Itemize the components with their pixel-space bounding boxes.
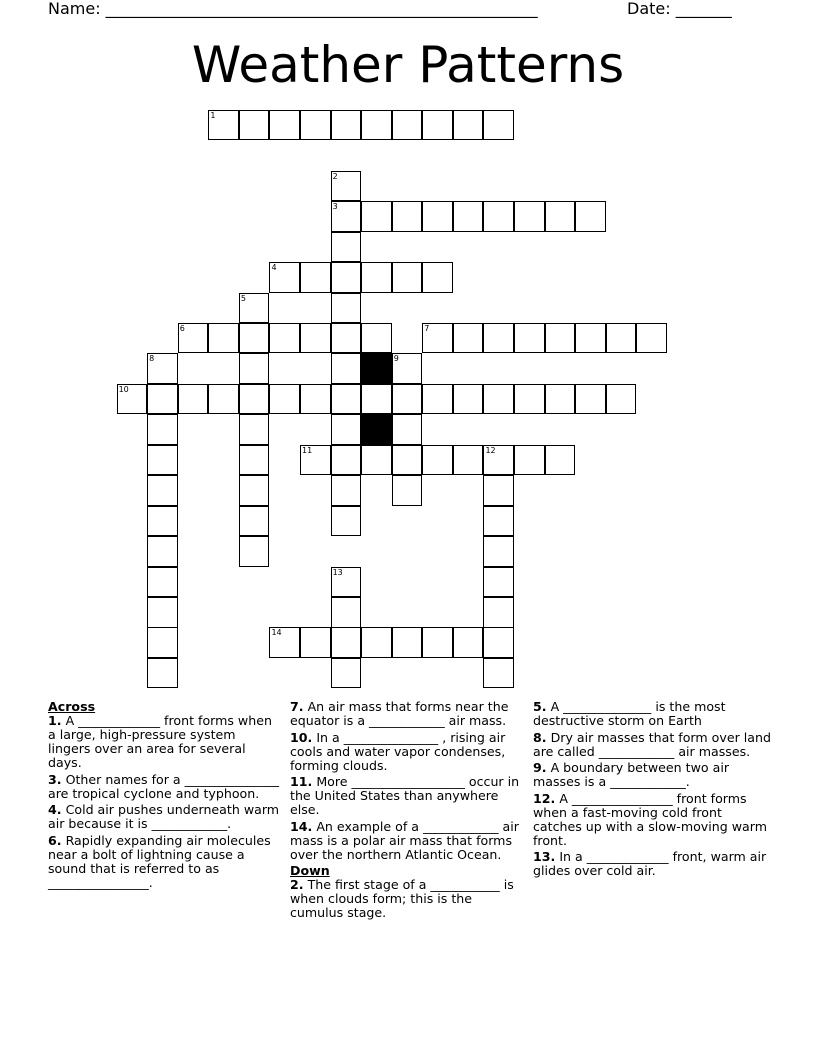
- grid-cell[interactable]: [147, 445, 178, 476]
- clue-number: 10: [118, 384, 129, 394]
- grid-cell[interactable]: [300, 110, 331, 141]
- grid-cell[interactable]: [331, 353, 362, 384]
- clue-item: [48, 773, 280, 801]
- grid-cell[interactable]: [453, 201, 484, 232]
- grid-cell[interactable]: [483, 110, 514, 141]
- grid-cell[interactable]: [483, 323, 514, 354]
- grid-cell[interactable]: [483, 384, 514, 415]
- grid-cell[interactable]: [147, 475, 178, 506]
- clue-item: [533, 850, 773, 878]
- clue-item-number: 6.: [48, 832, 62, 848]
- grid-cell[interactable]: [239, 445, 270, 476]
- clue-item-number: 8.: [533, 729, 547, 745]
- grid-cell[interactable]: [269, 384, 300, 415]
- grid-cell[interactable]: [117, 384, 148, 415]
- grid-cell[interactable]: [269, 323, 300, 354]
- grid-cell[interactable]: [514, 323, 545, 354]
- clue-item-number: 4.: [48, 802, 62, 817]
- grid-cell[interactable]: [545, 445, 576, 476]
- grid-cell[interactable]: [239, 506, 270, 537]
- grid-cell[interactable]: [331, 567, 362, 598]
- grid-cell[interactable]: [422, 110, 453, 141]
- grid-cell[interactable]: [239, 475, 270, 506]
- grid-cell[interactable]: [331, 475, 362, 506]
- grid-cell[interactable]: [331, 171, 362, 202]
- clues-column-3: [533, 700, 773, 881]
- clue-item-text: More __________________ occur in the United States than anywhere else.: [290, 774, 520, 817]
- grid-cell[interactable]: [575, 201, 606, 232]
- grid-cell[interactable]: [483, 506, 514, 537]
- grid-cell[interactable]: [575, 323, 606, 354]
- grid-block-cell: [361, 353, 392, 384]
- across-heading: Across: [48, 699, 96, 714]
- clue-item-number: 7.: [290, 699, 304, 714]
- grid-cell[interactable]: [422, 445, 453, 476]
- clue-item-text: A ________________ front forms when a fast-moving cold front catches up with a slow-moving warm front.: [533, 790, 767, 848]
- grid-cell[interactable]: [239, 414, 270, 445]
- clue-item-text: A boundary between two air masses is a ____________.: [533, 760, 729, 789]
- clues-column-1: [48, 700, 280, 892]
- clue-item: [533, 700, 773, 728]
- clue-number: 3: [332, 202, 338, 212]
- grid-cell[interactable]: [331, 262, 362, 293]
- grid-cell[interactable]: [453, 445, 484, 476]
- clue-item-number: 1.: [48, 713, 62, 728]
- grid-cell[interactable]: [514, 384, 545, 415]
- grid-cell[interactable]: [392, 110, 423, 141]
- clue-item-number: 11.: [290, 774, 313, 789]
- grid-cell[interactable]: [239, 353, 270, 384]
- clue-item-number: 14.: [290, 818, 313, 834]
- clue-item: [290, 775, 522, 817]
- clue-number: 12: [485, 445, 496, 455]
- clue-number: 9: [393, 354, 399, 364]
- grid-cell[interactable]: [239, 536, 270, 567]
- grid-cell[interactable]: [422, 323, 453, 354]
- grid-cell[interactable]: [208, 323, 239, 354]
- grid-cell[interactable]: [575, 384, 606, 415]
- clue-item: [533, 761, 773, 789]
- grid-cell[interactable]: [331, 232, 362, 263]
- grid-cell[interactable]: [147, 658, 178, 689]
- clue-item-text: In a _____________ front, warm air glides over cold air.: [533, 849, 767, 878]
- clue-item-text: Other names for a _______________ are tropical cyclone and typhoon.: [48, 771, 280, 801]
- grid-cell[interactable]: [361, 445, 392, 476]
- grid-cell[interactable]: [545, 323, 576, 354]
- grid-cell[interactable]: [392, 627, 423, 658]
- grid-cell[interactable]: [361, 110, 392, 141]
- grid-cell[interactable]: [331, 201, 362, 232]
- clue-number: 2: [332, 171, 338, 181]
- grid-cell[interactable]: [331, 445, 362, 476]
- grid-cell[interactable]: [392, 414, 423, 445]
- grid-cell[interactable]: [453, 110, 484, 141]
- clue-item-text: An example of a ____________ air mass is a polar air mass that forms over the northern Atlantic Ocean.: [290, 818, 519, 862]
- grid-cell[interactable]: [483, 536, 514, 567]
- grid-cell[interactable]: [147, 384, 178, 415]
- clue-item-number: 3.: [48, 771, 62, 787]
- grid-cell[interactable]: [483, 627, 514, 658]
- grid-cell[interactable]: [483, 567, 514, 598]
- grid-cell[interactable]: [331, 293, 362, 324]
- clue-number: 14: [271, 628, 282, 638]
- grid-cell[interactable]: [422, 384, 453, 415]
- grid-cell[interactable]: [392, 201, 423, 232]
- grid-cell[interactable]: [300, 323, 331, 354]
- clue-item-number: 12.: [533, 790, 556, 806]
- clue-item-number: 9.: [533, 760, 547, 775]
- grid-cell[interactable]: [331, 658, 362, 689]
- grid-cell[interactable]: [147, 414, 178, 445]
- grid-cell[interactable]: [331, 110, 362, 141]
- grid-cell[interactable]: [331, 597, 362, 628]
- clue-number: 4: [271, 263, 277, 273]
- clue-item: [48, 834, 280, 890]
- clue-item-text: Rapidly expanding air molecules near a bolt of lightning cause a sound that is referred to as ________________.: [48, 832, 271, 890]
- grid-cell[interactable]: [147, 567, 178, 598]
- grid-cell[interactable]: [422, 627, 453, 658]
- grid-cell[interactable]: [300, 384, 331, 415]
- grid-cell[interactable]: [331, 384, 362, 415]
- grid-cell[interactable]: [392, 262, 423, 293]
- grid-cell[interactable]: [331, 627, 362, 658]
- grid-cell[interactable]: [453, 627, 484, 658]
- grid-cell[interactable]: [239, 293, 270, 324]
- grid-cell[interactable]: [514, 445, 545, 476]
- clue-item-text: A _____________ front forms when a large, high-pressure system lingers over an area for several days.: [48, 713, 272, 770]
- grid-cell[interactable]: [361, 323, 392, 354]
- down-heading: Down: [290, 863, 330, 878]
- clue-item-text: An air mass that forms near the equator is a ____________ air mass.: [290, 699, 509, 728]
- grid-cell[interactable]: [545, 384, 576, 415]
- grid-cell[interactable]: [300, 445, 331, 476]
- grid-cell[interactable]: [514, 201, 545, 232]
- clue-item-text: A ______________ is the most destructive storm on Earth: [533, 699, 726, 728]
- grid-cell[interactable]: [483, 658, 514, 689]
- grid-cell[interactable]: [147, 353, 178, 384]
- clue-item-text: In a _______________ , rising air cools and water vapor condenses, forming clouds.: [290, 729, 506, 773]
- name-field-label: Name: ______________________________________________________: [48, 0, 538, 18]
- clue-item: [290, 820, 522, 862]
- clue-item-number: 5.: [533, 699, 547, 714]
- clue-number: 8: [149, 354, 155, 364]
- date-field-label: Date: _______: [627, 0, 732, 18]
- grid-cell[interactable]: [392, 445, 423, 476]
- grid-cell[interactable]: [239, 384, 270, 415]
- grid-block-cell: [361, 414, 392, 445]
- grid-cell[interactable]: [392, 384, 423, 415]
- grid-cell[interactable]: [208, 384, 239, 415]
- grid-cell[interactable]: [545, 201, 576, 232]
- clue-number: 11: [302, 445, 313, 455]
- grid-cell[interactable]: [208, 110, 239, 141]
- grid-cell[interactable]: [606, 323, 637, 354]
- grid-cell[interactable]: [178, 323, 209, 354]
- grid-cell[interactable]: [392, 353, 423, 384]
- grid-cell[interactable]: [331, 414, 362, 445]
- clue-item-text: Cold air pushes underneath warm air because it is ____________.: [48, 802, 280, 831]
- grid-cell[interactable]: [147, 506, 178, 537]
- clue-item-number: 13.: [533, 849, 556, 864]
- clue-item: [533, 792, 773, 848]
- grid-cell[interactable]: [239, 110, 270, 141]
- grid-cell[interactable]: [331, 506, 362, 537]
- clue-item-number: 10.: [290, 729, 313, 745]
- clue-item-number: 2.: [290, 877, 304, 892]
- grid-cell[interactable]: [178, 384, 209, 415]
- grid-cell[interactable]: [453, 384, 484, 415]
- grid-cell[interactable]: [453, 323, 484, 354]
- grid-cell[interactable]: [483, 201, 514, 232]
- clue-item-text: The first stage of a ___________ is when clouds form; this is the cumulus stage.: [290, 877, 514, 920]
- clue-item: [290, 731, 522, 773]
- grid-cell[interactable]: [361, 627, 392, 658]
- clues-column-2: [290, 700, 522, 923]
- grid-cell[interactable]: [606, 384, 637, 415]
- grid-cell[interactable]: [483, 597, 514, 628]
- grid-cell[interactable]: [483, 445, 514, 476]
- grid-cell[interactable]: [269, 262, 300, 293]
- grid-cell[interactable]: [300, 262, 331, 293]
- clue-number: 13: [332, 567, 343, 577]
- grid-cell[interactable]: [331, 323, 362, 354]
- clue-item: [48, 714, 280, 770]
- grid-cell[interactable]: [422, 201, 453, 232]
- clue-number: 6: [179, 323, 185, 333]
- grid-cell[interactable]: [147, 536, 178, 567]
- grid-cell[interactable]: [147, 627, 178, 658]
- clue-item: [290, 700, 522, 728]
- grid-cell[interactable]: [239, 323, 270, 354]
- clue-item: [290, 878, 522, 920]
- clue-item: [533, 731, 773, 759]
- clue-number: 7: [424, 323, 430, 333]
- grid-cell[interactable]: [636, 323, 667, 354]
- grid-cell[interactable]: [483, 475, 514, 506]
- page-title: Weather Patterns: [191, 36, 625, 94]
- grid-cell[interactable]: [269, 110, 300, 141]
- grid-cell[interactable]: [147, 597, 178, 628]
- grid-cell[interactable]: [361, 262, 392, 293]
- grid-cell[interactable]: [300, 627, 331, 658]
- grid-cell[interactable]: [422, 262, 453, 293]
- clue-item: [48, 803, 280, 831]
- grid-cell[interactable]: [269, 627, 300, 658]
- clue-item-text: Dry air masses that form over land are called ____________ air masses.: [533, 729, 771, 759]
- grid-cell[interactable]: [361, 201, 392, 232]
- clue-number: 1: [210, 110, 216, 120]
- clue-number: 5: [240, 293, 246, 303]
- grid-cell[interactable]: [392, 475, 423, 506]
- grid-cell[interactable]: [361, 384, 392, 415]
